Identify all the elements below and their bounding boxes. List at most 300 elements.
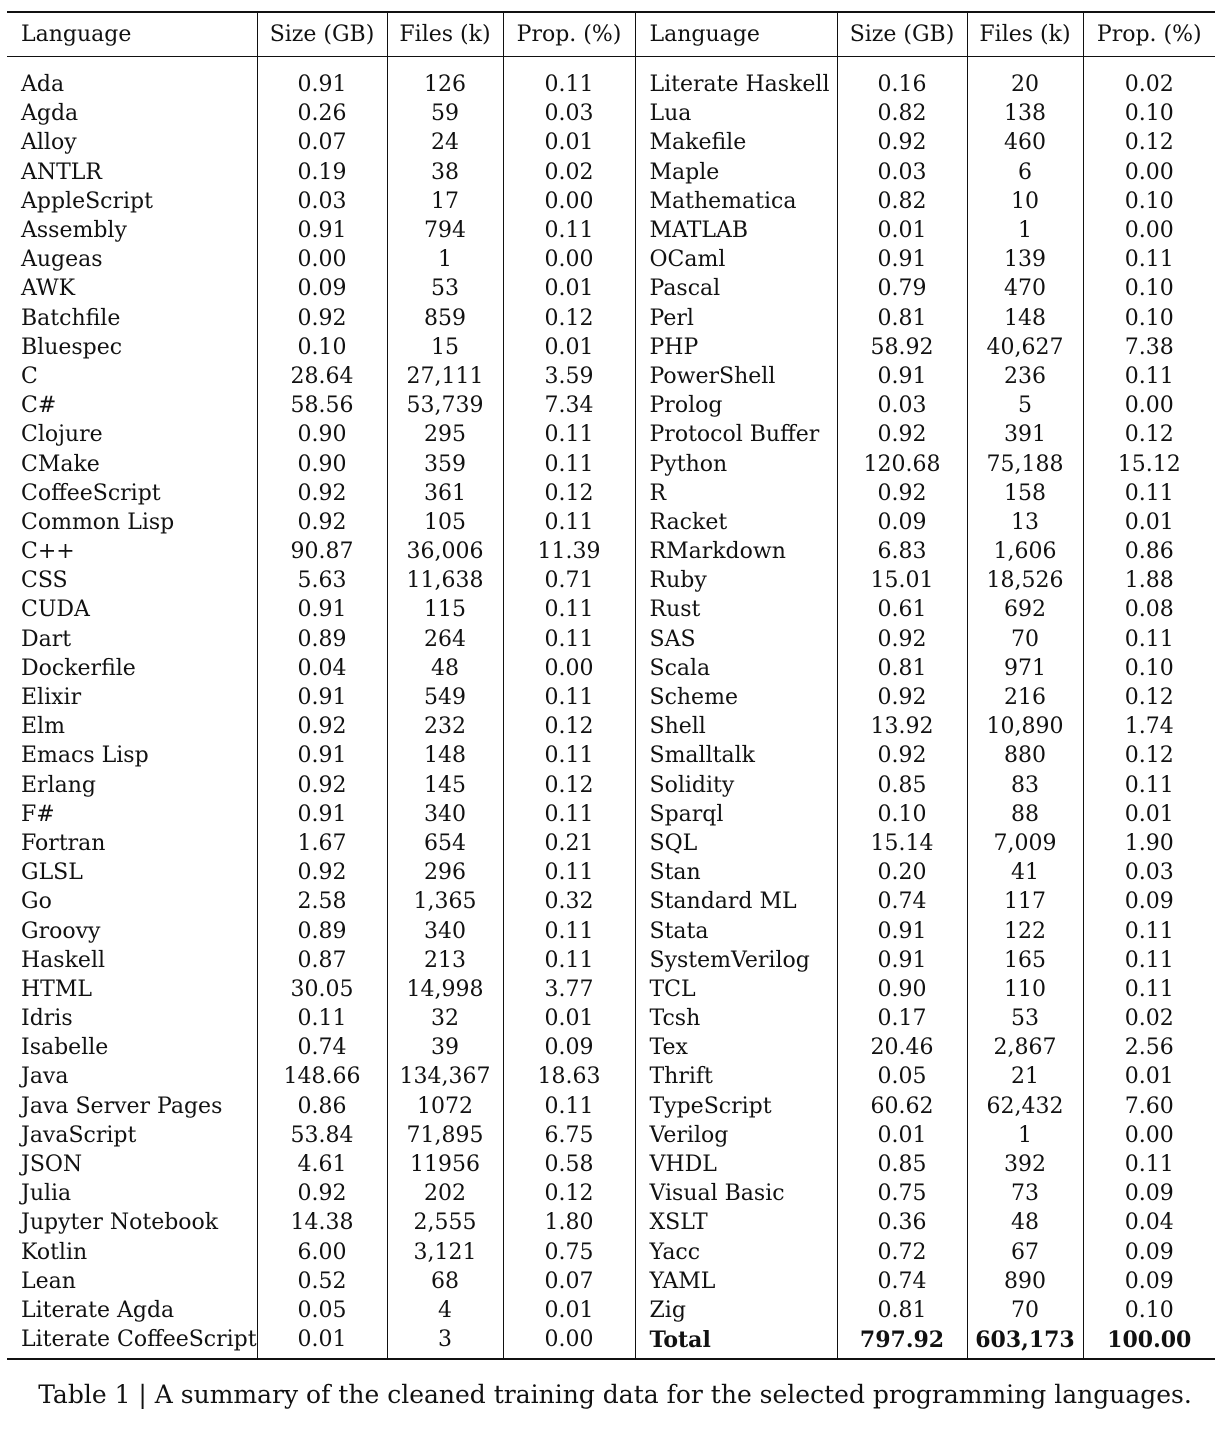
cell-prop-right: 0.00 bbox=[1083, 216, 1215, 245]
cell-language-left: Jupyter Notebook bbox=[21, 1210, 219, 1236]
cell-files-right: 18,526 bbox=[967, 566, 1083, 595]
cell-prop-left: 0.07 bbox=[503, 1267, 635, 1296]
cell-files-right: 7,009 bbox=[967, 829, 1083, 858]
cell-files-right: 392 bbox=[967, 1150, 1083, 1179]
cell-language-left: Dart bbox=[21, 626, 72, 652]
cell-size-right: 0.92 bbox=[837, 741, 967, 770]
cell-language-left: GLSL bbox=[21, 860, 83, 886]
cell-files-left: 4 bbox=[387, 1296, 503, 1325]
cell-prop-left: 11.39 bbox=[503, 537, 635, 566]
cell-size-left: 14.38 bbox=[257, 1208, 387, 1237]
cell-files-left: 1 bbox=[387, 245, 503, 274]
cell-prop-left: 0.11 bbox=[503, 216, 635, 245]
cell-prop-right: 0.02 bbox=[1083, 1004, 1215, 1033]
cell-prop-left: 0.32 bbox=[503, 887, 635, 916]
cell-prop-right: 0.12 bbox=[1083, 741, 1215, 770]
table-row bbox=[7, 333, 1215, 362]
table-row bbox=[7, 57, 1215, 100]
cell-files-right: 5 bbox=[967, 391, 1083, 420]
table-row bbox=[7, 771, 1215, 800]
cell-language-left: Idris bbox=[21, 1006, 73, 1032]
cell-files-right: 158 bbox=[967, 479, 1083, 508]
cell-language-left: JavaScript bbox=[21, 1122, 137, 1148]
cell-size-left: 0.92 bbox=[257, 858, 387, 887]
cell-files-right: 1 bbox=[967, 1121, 1083, 1150]
table-row bbox=[7, 391, 1215, 420]
table-row bbox=[7, 858, 1215, 887]
header-language-left: Language bbox=[7, 12, 257, 57]
cell-size-left: 6.00 bbox=[257, 1238, 387, 1267]
cell-size-left: 1.67 bbox=[257, 829, 387, 858]
table-caption: Table 1 | A summary of the cleaned training data for the selected programming languages. bbox=[38, 1380, 1192, 1409]
cell-prop-left: 0.21 bbox=[503, 829, 635, 858]
cell-prop-right: 0.11 bbox=[1083, 245, 1215, 274]
cell-prop-right: 0.11 bbox=[1083, 479, 1215, 508]
cell-prop-right: 0.11 bbox=[1083, 362, 1215, 391]
cell-files-left: 145 bbox=[387, 771, 503, 800]
cell-files-left: 53,739 bbox=[387, 391, 503, 420]
cell-files-left: 202 bbox=[387, 1179, 503, 1208]
cell-language-left: Emacs Lisp bbox=[21, 743, 149, 769]
cell-language-left: Agda bbox=[21, 101, 79, 127]
cell-prop-left: 0.12 bbox=[503, 771, 635, 800]
cell-prop-right: 0.09 bbox=[1083, 1179, 1215, 1208]
total-cell-language-right: Total bbox=[635, 1325, 837, 1359]
table-row bbox=[7, 1033, 1215, 1062]
cell-language-left: AWK bbox=[21, 276, 76, 302]
cell-size-left: 0.91 bbox=[257, 800, 387, 829]
cell-size-left: 0.92 bbox=[257, 304, 387, 333]
cell-size-left: 0.92 bbox=[257, 479, 387, 508]
cell-size-left: 30.05 bbox=[257, 975, 387, 1004]
cell-prop-right: 15.12 bbox=[1083, 449, 1215, 478]
cell-language-left: HTML bbox=[21, 976, 92, 1002]
cell-prop-left: 18.63 bbox=[503, 1062, 635, 1091]
cell-size-left: 0.90 bbox=[257, 449, 387, 478]
table-row bbox=[7, 216, 1215, 245]
cell-prop-right: 0.11 bbox=[1083, 946, 1215, 975]
cell-files-left: 340 bbox=[387, 800, 503, 829]
cell-size-right: 0.03 bbox=[837, 391, 967, 420]
cell-size-right: 0.85 bbox=[837, 771, 967, 800]
cell-prop-right: 0.00 bbox=[1083, 158, 1215, 187]
cell-language-left: Fortran bbox=[21, 830, 106, 856]
cell-prop-right: 0.12 bbox=[1083, 420, 1215, 449]
cell-size-left: 0.91 bbox=[257, 683, 387, 712]
cell-size-right: 0.05 bbox=[837, 1062, 967, 1091]
cell-files-right: 880 bbox=[967, 741, 1083, 770]
cell-prop-right: 0.00 bbox=[1083, 391, 1215, 420]
cell-language-right: Maple bbox=[635, 158, 837, 187]
cell-size-left: 0.19 bbox=[257, 158, 387, 187]
cell-files-left: 264 bbox=[387, 625, 503, 654]
cell-files-left: 11956 bbox=[387, 1150, 503, 1179]
table-row bbox=[7, 654, 1215, 683]
cell-size-right: 0.81 bbox=[837, 304, 967, 333]
cell-language-right: Solidity bbox=[635, 771, 837, 800]
cell-prop-right: 1.90 bbox=[1083, 829, 1215, 858]
cell-files-right: 1,606 bbox=[967, 537, 1083, 566]
cell-language-left: CUDA bbox=[21, 597, 90, 623]
cell-files-right: 53 bbox=[967, 1004, 1083, 1033]
cell-files-left: 24 bbox=[387, 128, 503, 157]
cell-prop-right: 0.10 bbox=[1083, 304, 1215, 333]
cell-language-right: Scheme bbox=[635, 683, 837, 712]
cell-prop-left: 1.80 bbox=[503, 1208, 635, 1237]
cell-prop-left: 0.01 bbox=[503, 274, 635, 303]
cell-size-right: 0.10 bbox=[837, 800, 967, 829]
header-files-right: Files (k) bbox=[967, 12, 1083, 57]
cell-files-left: 295 bbox=[387, 420, 503, 449]
cell-language-left: C bbox=[21, 363, 38, 389]
cell-files-right: 20 bbox=[967, 57, 1083, 100]
cell-language-right: MATLAB bbox=[635, 216, 837, 245]
cell-size-right: 0.16 bbox=[837, 57, 967, 100]
cell-language-right: Standard ML bbox=[635, 887, 837, 916]
table-header-row bbox=[7, 12, 1215, 57]
cell-size-left: 0.11 bbox=[257, 1004, 387, 1033]
cell-files-left: 1072 bbox=[387, 1092, 503, 1121]
cell-size-right: 0.92 bbox=[837, 625, 967, 654]
cell-files-left: 15 bbox=[387, 333, 503, 362]
cell-files-left: 134,367 bbox=[387, 1062, 503, 1091]
cell-size-left: 0.89 bbox=[257, 916, 387, 945]
cell-language-left: Alloy bbox=[21, 130, 77, 156]
cell-language-left: Erlang bbox=[21, 772, 96, 798]
total-cell-size-right: 797.92 bbox=[837, 1325, 967, 1359]
cell-files-left: 59 bbox=[387, 99, 503, 128]
cell-prop-right: 0.03 bbox=[1083, 858, 1215, 887]
cell-files-right: 41 bbox=[967, 858, 1083, 887]
cell-prop-left: 0.00 bbox=[503, 1325, 635, 1359]
cell-size-left: 0.92 bbox=[257, 1179, 387, 1208]
cell-files-right: 70 bbox=[967, 625, 1083, 654]
cell-size-right: 0.82 bbox=[837, 99, 967, 128]
cell-language-left: Java bbox=[21, 1064, 69, 1090]
table-row bbox=[7, 245, 1215, 274]
cell-prop-left: 0.12 bbox=[503, 304, 635, 333]
cell-files-left: 3 bbox=[387, 1325, 503, 1359]
cell-prop-right: 0.86 bbox=[1083, 537, 1215, 566]
cell-prop-right: 7.38 bbox=[1083, 333, 1215, 362]
table-row bbox=[7, 566, 1215, 595]
table-row bbox=[7, 1150, 1215, 1179]
cell-size-left: 0.91 bbox=[257, 595, 387, 624]
cell-files-right: 122 bbox=[967, 916, 1083, 945]
cell-size-left: 0.91 bbox=[257, 57, 387, 100]
table-row bbox=[7, 1062, 1215, 1091]
cell-files-right: 138 bbox=[967, 99, 1083, 128]
cell-prop-right: 0.11 bbox=[1083, 771, 1215, 800]
cell-prop-right: 0.01 bbox=[1083, 508, 1215, 537]
cell-language-left: Isabelle bbox=[21, 1035, 109, 1061]
cell-language-right: OCaml bbox=[635, 245, 837, 274]
cell-size-right: 120.68 bbox=[837, 449, 967, 478]
header-prop-right: Prop. (%) bbox=[1083, 12, 1215, 57]
cell-language-right: Scala bbox=[635, 654, 837, 683]
cell-language-right: VHDL bbox=[635, 1150, 837, 1179]
cell-language-right: Rust bbox=[635, 595, 837, 624]
cell-size-left: 0.26 bbox=[257, 99, 387, 128]
cell-size-left: 0.52 bbox=[257, 1267, 387, 1296]
cell-prop-right: 0.01 bbox=[1083, 1062, 1215, 1091]
cell-prop-right: 0.09 bbox=[1083, 1267, 1215, 1296]
cell-prop-right: 0.11 bbox=[1083, 625, 1215, 654]
cell-prop-left: 0.01 bbox=[503, 1296, 635, 1325]
cell-files-right: 6 bbox=[967, 158, 1083, 187]
cell-prop-left: 0.01 bbox=[503, 1004, 635, 1033]
cell-prop-right: 0.10 bbox=[1083, 274, 1215, 303]
cell-language-right: PowerShell bbox=[635, 362, 837, 391]
table-row bbox=[7, 829, 1215, 858]
cell-language-left: Kotlin bbox=[21, 1239, 88, 1265]
cell-size-left: 0.86 bbox=[257, 1092, 387, 1121]
cell-language-left: ANTLR bbox=[21, 159, 102, 185]
cell-prop-left: 0.58 bbox=[503, 1150, 635, 1179]
header-prop-left: Prop. (%) bbox=[503, 12, 635, 57]
cell-size-left: 148.66 bbox=[257, 1062, 387, 1091]
table-row bbox=[7, 537, 1215, 566]
cell-files-left: 549 bbox=[387, 683, 503, 712]
table-row bbox=[7, 1179, 1215, 1208]
cell-language-left: CSS bbox=[21, 568, 68, 594]
cell-size-right: 60.62 bbox=[837, 1092, 967, 1121]
cell-language-left: Java Server Pages bbox=[21, 1093, 223, 1119]
cell-size-right: 0.01 bbox=[837, 1121, 967, 1150]
cell-language-left: CMake bbox=[21, 451, 100, 477]
cell-size-right: 0.92 bbox=[837, 479, 967, 508]
cell-size-left: 58.56 bbox=[257, 391, 387, 420]
cell-language-right: Zig bbox=[635, 1296, 837, 1325]
cell-prop-left: 0.75 bbox=[503, 1238, 635, 1267]
cell-prop-right: 0.10 bbox=[1083, 654, 1215, 683]
cell-files-right: 62,432 bbox=[967, 1092, 1083, 1121]
cell-files-right: 83 bbox=[967, 771, 1083, 800]
cell-language-left: Go bbox=[21, 889, 52, 915]
table-row bbox=[7, 99, 1215, 128]
cell-size-right: 0.92 bbox=[837, 128, 967, 157]
cell-size-right: 15.14 bbox=[837, 829, 967, 858]
cell-files-right: 117 bbox=[967, 887, 1083, 916]
table-row bbox=[7, 449, 1215, 478]
cell-files-left: 2,555 bbox=[387, 1208, 503, 1237]
cell-files-left: 71,895 bbox=[387, 1121, 503, 1150]
cell-files-right: 692 bbox=[967, 595, 1083, 624]
cell-prop-right: 0.10 bbox=[1083, 187, 1215, 216]
table-row bbox=[7, 946, 1215, 975]
cell-files-right: 21 bbox=[967, 1062, 1083, 1091]
cell-size-left: 4.61 bbox=[257, 1150, 387, 1179]
table-row bbox=[7, 741, 1215, 770]
cell-files-right: 10,890 bbox=[967, 712, 1083, 741]
cell-prop-left: 0.00 bbox=[503, 187, 635, 216]
cell-files-left: 3,121 bbox=[387, 1238, 503, 1267]
cell-files-right: 10 bbox=[967, 187, 1083, 216]
cell-language-left: Lean bbox=[21, 1268, 76, 1294]
cell-language-right: Mathematica bbox=[635, 187, 837, 216]
cell-prop-right: 0.09 bbox=[1083, 887, 1215, 916]
cell-language-left: Julia bbox=[21, 1181, 72, 1207]
cell-language-right: SystemVerilog bbox=[635, 946, 837, 975]
cell-language-left: AppleScript bbox=[21, 188, 153, 214]
cell-prop-left: 0.01 bbox=[503, 333, 635, 362]
cell-size-right: 0.90 bbox=[837, 975, 967, 1004]
cell-language-right: RMarkdown bbox=[635, 537, 837, 566]
cell-language-left: Elixir bbox=[21, 685, 82, 711]
cell-language-right: TCL bbox=[635, 975, 837, 1004]
cell-files-left: 794 bbox=[387, 216, 503, 245]
cell-size-left: 0.92 bbox=[257, 712, 387, 741]
cell-files-right: 165 bbox=[967, 946, 1083, 975]
table-row bbox=[7, 158, 1215, 187]
table-row bbox=[7, 712, 1215, 741]
cell-size-right: 0.91 bbox=[837, 245, 967, 274]
cell-language-left: Literate CoffeeScript bbox=[21, 1327, 257, 1353]
table-row bbox=[7, 683, 1215, 712]
cell-prop-left: 0.02 bbox=[503, 158, 635, 187]
header-size-right: Size (GB) bbox=[837, 12, 967, 57]
cell-size-left: 0.90 bbox=[257, 420, 387, 449]
cell-prop-left: 0.71 bbox=[503, 566, 635, 595]
cell-language-right: Stan bbox=[635, 858, 837, 887]
cell-prop-left: 7.34 bbox=[503, 391, 635, 420]
cell-prop-left: 0.11 bbox=[503, 595, 635, 624]
cell-size-right: 0.03 bbox=[837, 158, 967, 187]
cell-language-right: Python bbox=[635, 449, 837, 478]
cell-prop-left: 3.59 bbox=[503, 362, 635, 391]
cell-prop-right: 0.02 bbox=[1083, 57, 1215, 100]
cell-files-left: 654 bbox=[387, 829, 503, 858]
cell-size-left: 5.63 bbox=[257, 566, 387, 595]
cell-prop-right: 0.04 bbox=[1083, 1208, 1215, 1237]
cell-files-right: 236 bbox=[967, 362, 1083, 391]
cell-files-right: 73 bbox=[967, 1179, 1083, 1208]
cell-prop-left: 0.11 bbox=[503, 420, 635, 449]
cell-language-right: SAS bbox=[635, 625, 837, 654]
cell-files-left: 11,638 bbox=[387, 566, 503, 595]
table-row bbox=[7, 975, 1215, 1004]
cell-size-right: 0.92 bbox=[837, 683, 967, 712]
table-row bbox=[7, 362, 1215, 391]
cell-language-right: Lua bbox=[635, 99, 837, 128]
cell-size-right: 0.85 bbox=[837, 1150, 967, 1179]
cell-files-left: 359 bbox=[387, 449, 503, 478]
cell-size-left: 0.09 bbox=[257, 274, 387, 303]
cell-size-left: 28.64 bbox=[257, 362, 387, 391]
cell-files-left: 36,006 bbox=[387, 537, 503, 566]
cell-language-right: Protocol Buffer bbox=[635, 420, 837, 449]
cell-language-right: Verilog bbox=[635, 1121, 837, 1150]
cell-files-left: 361 bbox=[387, 479, 503, 508]
cell-language-right: R bbox=[635, 479, 837, 508]
table-row bbox=[7, 916, 1215, 945]
cell-prop-left: 3.77 bbox=[503, 975, 635, 1004]
cell-language-right: Visual Basic bbox=[635, 1179, 837, 1208]
table-row bbox=[7, 274, 1215, 303]
cell-size-left: 0.91 bbox=[257, 741, 387, 770]
cell-size-left: 0.05 bbox=[257, 1296, 387, 1325]
cell-language-left: Common Lisp bbox=[21, 509, 175, 535]
table-row bbox=[7, 508, 1215, 537]
cell-prop-left: 0.11 bbox=[503, 741, 635, 770]
cell-language-right: Pascal bbox=[635, 274, 837, 303]
language-summary-table bbox=[7, 11, 1215, 1360]
cell-language-left: Dockerfile bbox=[21, 655, 136, 681]
cell-prop-right: 0.08 bbox=[1083, 595, 1215, 624]
cell-size-left: 53.84 bbox=[257, 1121, 387, 1150]
cell-size-right: 15.01 bbox=[837, 566, 967, 595]
cell-size-right: 0.91 bbox=[837, 916, 967, 945]
cell-size-right: 0.92 bbox=[837, 420, 967, 449]
table-row bbox=[7, 1325, 1215, 1359]
cell-language-right: Makefile bbox=[635, 128, 837, 157]
total-cell-prop-right: 100.00 bbox=[1083, 1325, 1215, 1359]
cell-size-left: 90.87 bbox=[257, 537, 387, 566]
cell-files-left: 1,365 bbox=[387, 887, 503, 916]
cell-prop-left: 0.01 bbox=[503, 128, 635, 157]
cell-files-right: 460 bbox=[967, 128, 1083, 157]
cell-size-left: 0.87 bbox=[257, 946, 387, 975]
header-language-right: Language bbox=[635, 12, 837, 57]
cell-size-left: 0.91 bbox=[257, 216, 387, 245]
cell-files-left: 340 bbox=[387, 916, 503, 945]
cell-files-left: 859 bbox=[387, 304, 503, 333]
cell-files-right: 391 bbox=[967, 420, 1083, 449]
cell-size-left: 0.92 bbox=[257, 508, 387, 537]
cell-prop-left: 0.11 bbox=[503, 1092, 635, 1121]
cell-size-right: 0.81 bbox=[837, 1296, 967, 1325]
table-row bbox=[7, 1296, 1215, 1325]
cell-language-left: Elm bbox=[21, 714, 65, 740]
cell-size-left: 0.01 bbox=[257, 1325, 387, 1359]
cell-size-left: 0.92 bbox=[257, 771, 387, 800]
cell-language-left: C# bbox=[21, 393, 57, 419]
cell-language-left: Batchfile bbox=[21, 305, 121, 331]
cell-language-right: Sparql bbox=[635, 800, 837, 829]
cell-prop-right: 0.12 bbox=[1083, 683, 1215, 712]
cell-size-right: 0.74 bbox=[837, 1267, 967, 1296]
cell-size-right: 0.09 bbox=[837, 508, 967, 537]
cell-prop-left: 0.11 bbox=[503, 800, 635, 829]
cell-language-left: Literate Agda bbox=[21, 1297, 175, 1323]
cell-language-right: YAML bbox=[635, 1267, 837, 1296]
cell-files-left: 296 bbox=[387, 858, 503, 887]
cell-prop-left: 0.11 bbox=[503, 508, 635, 537]
cell-files-right: 67 bbox=[967, 1238, 1083, 1267]
cell-prop-right: 0.09 bbox=[1083, 1238, 1215, 1267]
cell-files-right: 110 bbox=[967, 975, 1083, 1004]
cell-files-right: 13 bbox=[967, 508, 1083, 537]
cell-size-left: 0.07 bbox=[257, 128, 387, 157]
cell-size-right: 58.92 bbox=[837, 333, 967, 362]
cell-prop-right: 0.11 bbox=[1083, 1150, 1215, 1179]
cell-prop-left: 0.11 bbox=[503, 683, 635, 712]
cell-files-left: 27,111 bbox=[387, 362, 503, 391]
cell-language-left: Bluespec bbox=[21, 334, 123, 360]
cell-size-right: 0.01 bbox=[837, 216, 967, 245]
cell-files-right: 139 bbox=[967, 245, 1083, 274]
cell-prop-left: 6.75 bbox=[503, 1121, 635, 1150]
cell-size-right: 13.92 bbox=[837, 712, 967, 741]
cell-language-left: Clojure bbox=[21, 422, 103, 448]
cell-files-left: 39 bbox=[387, 1033, 503, 1062]
cell-files-right: 75,188 bbox=[967, 449, 1083, 478]
cell-language-right: Racket bbox=[635, 508, 837, 537]
cell-language-right: Prolog bbox=[635, 391, 837, 420]
cell-size-right: 0.81 bbox=[837, 654, 967, 683]
table-row bbox=[7, 304, 1215, 333]
cell-files-right: 971 bbox=[967, 654, 1083, 683]
